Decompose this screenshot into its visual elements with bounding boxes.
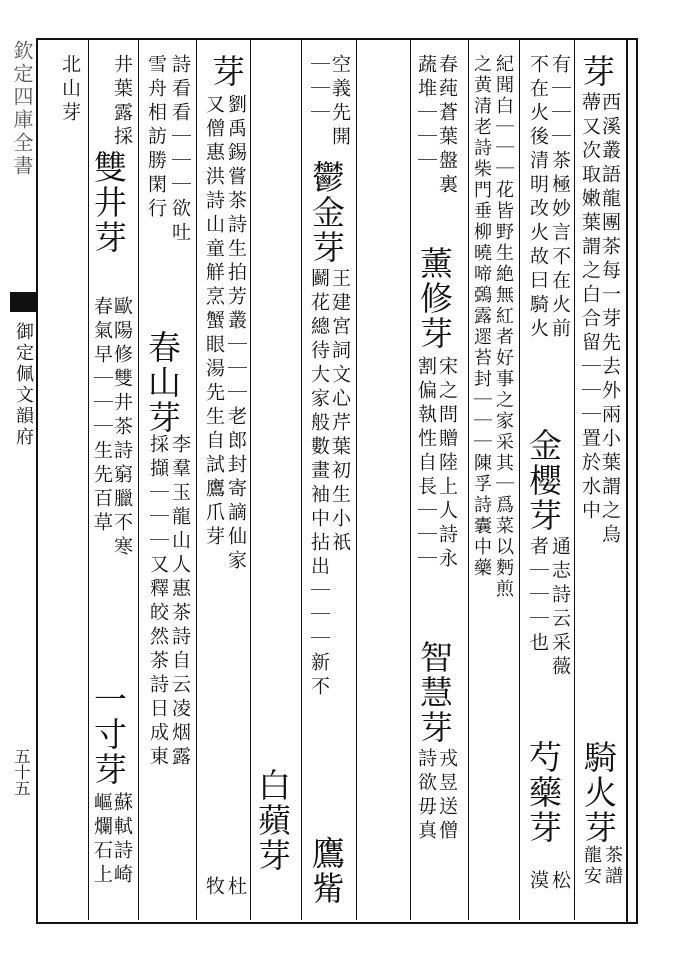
column-text: 春氣早｜｜｜生先百草 [91, 296, 113, 536]
column-text: 春莼蒼葉盤裏 [436, 54, 458, 198]
entry-heading: 智慧芽 [415, 640, 454, 745]
entry-heading: 芽 [577, 54, 616, 89]
margin-page-number: 五十五 [12, 748, 31, 796]
entry-heading: 春山芽 [143, 330, 182, 435]
column-text: ｜｜｜ [308, 54, 330, 126]
column-text: 戎昱送僧 [436, 748, 458, 844]
column-text: 茶譜 [602, 845, 623, 887]
column-text: 龍安 [581, 845, 602, 887]
column-divider [301, 40, 302, 920]
entry-heading: 鬱金芽 [307, 160, 346, 265]
column-text: 紀聞白｜｜｜花皆野生絶無紅者好事之家采其｜爲菜以麪煎 [493, 54, 514, 600]
column-text: 王建宮詞文心芹葉初生小祇 [329, 268, 351, 556]
column-divider [468, 40, 469, 920]
column-text: 杜 [225, 876, 247, 900]
column-rule [626, 38, 628, 922]
column-text: 牧 [203, 876, 225, 900]
entry-heading: 芍藥芽 [524, 740, 563, 845]
column-text: 松 [549, 870, 571, 894]
column-divider [574, 40, 575, 920]
column-text: 詩看看｜｜｜欲吐 [169, 54, 191, 246]
column-text: 嶇爛石上 [91, 792, 113, 888]
entry-heading: 一寸芽 [89, 682, 128, 787]
column-divider [410, 40, 411, 920]
column-text: 北山芽 [59, 54, 81, 126]
column-text: 之黄清老詩柴門垂柳曉啼鵶露遝苔封｜｜｜陳孚詩囊中藥 [471, 54, 492, 579]
margin-book-title: 御定佩文韻府 [13, 322, 34, 448]
column-text: 有｜｜｜茶極妙言不在火前 [549, 54, 571, 342]
column-divider [250, 40, 251, 920]
column-text: 劉禹錫嘗茶詩生拍芳叢｜｜｜老郎封寄謫仙家 [225, 94, 247, 574]
column-divider [356, 40, 357, 920]
column-text: 雪舟相訪勝閑行 [145, 54, 167, 222]
column-text: 鬬花總待大家般數畫袖中拈出｜｜｜新不 [308, 268, 330, 700]
column-text: 蘇軾詩崎 [111, 792, 133, 888]
column-text: 又僧惠洪詩山童觧烹蟹眼湯先生自試鷹爪芽 [203, 94, 225, 550]
column-text: 漠 [527, 870, 549, 894]
column-text: 蔕又次取嫩葉謂之白合留｜｜｜置於水中 [579, 92, 601, 524]
column-text: 詩欲毋真 [415, 748, 437, 844]
column-divider [519, 40, 520, 920]
column-text: 割偏執性自長｜｜｜ [415, 356, 437, 572]
entry-heading: 騎火芽 [579, 740, 618, 845]
column-text: 西溪叢語龍團茶每一芽先去外兩小葉謂之烏 [599, 92, 621, 548]
column-text: 空義先開 [329, 54, 351, 150]
entry-heading: 雙井芽 [89, 150, 128, 255]
column-text: 不在火後清明改火故曰騎火 [527, 54, 549, 342]
entry-heading: 白蘋芽 [253, 768, 292, 873]
entry-heading: 鷹觜 [307, 836, 346, 906]
column-text: 歐陽修雙井茶詩窮臘不寒 [111, 296, 133, 560]
column-text: 李羣玉龍山人惠茶詩自云凌烟露 [169, 434, 191, 770]
column-divider [196, 40, 197, 920]
column-text: 者｜｜｜也 [527, 536, 549, 656]
margin-upper-glyphs: 欽定四庫全書 [10, 40, 34, 178]
column-text: 通志詩云采薇 [549, 536, 571, 680]
column-divider [138, 40, 139, 920]
column-text: 蔬堆｜｜｜ [415, 54, 437, 174]
entry-heading: 薰修芽 [415, 246, 454, 351]
column-text: 井葉露採 [111, 54, 133, 150]
entry-heading: 金櫻芽 [524, 428, 563, 533]
margin-fishtail [10, 292, 36, 312]
column-text: 宋之問贈陸上人詩永 [436, 356, 458, 572]
column-text: 採擷｜｜｜又釋皎然茶詩日成東 [147, 434, 169, 770]
entry-heading: 芽 [207, 54, 246, 89]
